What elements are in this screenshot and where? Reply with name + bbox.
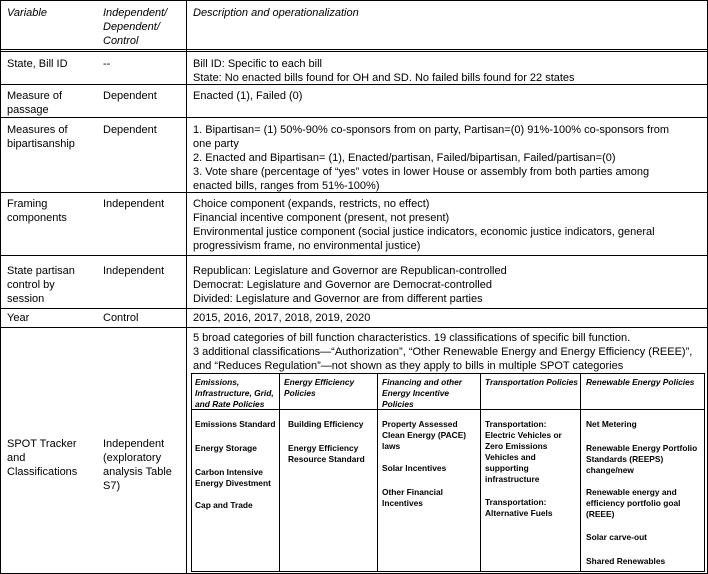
row-separator — [0, 308, 708, 309]
spot-item — [485, 497, 553, 519]
header-description: Description and operationalization — [193, 7, 359, 19]
item-line: Net Metering — [586, 419, 637, 429]
category-header-line: Energy Efficiency — [284, 377, 355, 387]
description-line: 3 additional classifications—“Authorization”, “Other Renewable Energy and Energy Efficiency (REEE)”, — [193, 346, 693, 358]
item-line: Property Assessed — [382, 419, 458, 429]
row-state-type — [103, 57, 110, 71]
category-header-line: Energy Incentive — [382, 388, 450, 398]
description-line: one party — [193, 138, 239, 150]
item-line: Incentives — [382, 498, 423, 508]
description-line: Environmental justice component (social justice indicators, economic justice indicators, general — [193, 226, 655, 238]
row-partisan-type — [103, 264, 164, 278]
item-line: Renewable energy and — [586, 487, 677, 497]
variable-line: and — [7, 452, 26, 464]
row-spot-type — [103, 437, 172, 493]
item-line: Carbon Intensive — [195, 467, 263, 477]
description-line: enacted bills, ranges from 51%-100%) — [193, 180, 380, 192]
header-variable: Variable — [7, 7, 47, 19]
type-line: Independent — [103, 198, 165, 210]
subtable-column-separator — [480, 373, 481, 572]
item-line: Alternative Fuels — [485, 508, 553, 518]
row-year-description — [193, 311, 370, 325]
spot-item — [195, 467, 271, 489]
item-line: Solar Incentives — [382, 463, 447, 473]
subtable-border-top — [191, 373, 705, 374]
spot-item — [288, 419, 363, 430]
row-passage-description — [193, 89, 302, 103]
row-framing-variable — [7, 197, 67, 225]
category-header-line: Infrastructure, Grid, — [195, 388, 274, 398]
spot-item — [195, 419, 276, 430]
description-line: and “Reduces Regulation”—not shown as they apply to bills in multiple SPOT categories — [193, 360, 624, 372]
description-line: 2. Enacted and Bipartisan= (1), Enacted/partisan, Failed/bipartisan, Failed/partisan=(0) — [193, 152, 616, 164]
spot-item — [586, 419, 637, 430]
item-line: supporting — [485, 463, 529, 473]
type-line: analysis Table — [103, 466, 172, 478]
variable-line: Classifications — [7, 466, 78, 478]
row-framing-description — [193, 197, 655, 253]
row-year-type — [103, 311, 138, 325]
item-line: Other Financial — [382, 487, 443, 497]
item-line: Emissions Standard — [195, 419, 276, 429]
type-line: (exploratory — [103, 452, 162, 464]
type-line: Dependent — [103, 90, 157, 102]
subtable-border-bottom — [191, 571, 705, 572]
type-line: Independent — [103, 438, 165, 450]
description-line: 1. Bipartisan= (1) 50%-90% co-sponsors from on party, Partisan=(0) 91%-100% co-sponsors from — [193, 124, 670, 136]
category-header-line: Policies — [382, 399, 414, 409]
spot-item — [586, 487, 680, 520]
subtable-border-right — [704, 373, 705, 572]
header-type-line: Dependent/ — [103, 21, 160, 33]
item-line: Transportation: — [485, 497, 547, 507]
item-line: efficiency portfolio goal — [586, 498, 681, 508]
description-line: Financial incentive component (present, not present) — [193, 212, 450, 224]
description-line: progressivism frame, no environmental justice) — [193, 240, 421, 252]
item-line: Zero Emissions — [485, 441, 548, 451]
row-partisan-description — [193, 264, 507, 306]
variable-line: passage — [7, 104, 49, 116]
row-year-variable — [7, 311, 29, 325]
description-line: Choice component (expands, restricts, no effect) — [193, 198, 430, 210]
variable-line: SPOT Tracker — [7, 438, 77, 450]
column-separator — [186, 0, 187, 574]
item-line: Cap and Trade — [195, 500, 253, 510]
description-line: 5 broad categories of bill function characteristics. 19 classifications of specific bill function. — [193, 332, 631, 344]
variable-line: State partisan — [7, 265, 75, 277]
variable-line: components — [7, 212, 67, 224]
item-line: Resource Standard — [288, 454, 365, 464]
table-border-left — [0, 0, 1, 574]
type-line: Independent — [103, 265, 165, 277]
item-line: Clean Energy (PACE) — [382, 430, 467, 440]
spot-category-header-emissions — [195, 377, 274, 410]
row-separator — [0, 49, 708, 50]
header-type — [103, 6, 167, 48]
spot-item — [195, 500, 253, 511]
item-line: Vehicles and — [485, 452, 536, 462]
description-line: 3. Vote share (percentage of “yes” votes in lower House or assembly from both parties among — [193, 166, 650, 178]
spot-category-header-energy-efficiency — [284, 377, 354, 399]
variable-line: Measures of — [7, 124, 68, 136]
item-line: Transportation: — [485, 419, 547, 429]
spot-category-header-financing — [382, 377, 462, 410]
subtable-column-separator — [377, 373, 378, 572]
subtable-column-separator — [580, 373, 581, 572]
item-line: Renewable Energy Portfolio — [586, 443, 698, 453]
row-bipartisanship-type — [103, 123, 157, 137]
row-state-description — [193, 57, 575, 85]
item-line: laws — [382, 441, 401, 451]
item-line: Standards (REEPS) — [586, 454, 664, 464]
item-line: Building Efficiency — [288, 419, 364, 429]
row-separator — [0, 255, 708, 256]
spot-category-header-renewable — [586, 377, 694, 388]
spot-item — [195, 443, 257, 454]
item-line: Energy Divestment — [195, 478, 271, 488]
type-line: Dependent — [103, 124, 157, 136]
row-spot-variable — [7, 437, 77, 479]
item-line: Shared Renewables — [586, 556, 666, 566]
item-line: Energy Storage — [195, 443, 257, 453]
category-header-line: and Rate Policies — [195, 399, 265, 409]
type-line: Control — [103, 312, 139, 324]
spot-category-header-transportation — [485, 377, 578, 388]
row-passage-type — [103, 89, 157, 103]
category-header-line: Emissions, — [195, 377, 240, 387]
table-border-top — [0, 0, 708, 1]
row-separator — [0, 327, 708, 328]
spot-item — [382, 487, 443, 509]
spot-item — [288, 443, 365, 465]
row-state-variable — [7, 57, 68, 71]
description-line: State: No enacted bills found for OH and SD. No failed bills found for 22 states — [193, 72, 575, 84]
item-line: change/new — [586, 465, 634, 475]
variable-line: Measure of — [7, 90, 63, 102]
header-type-line: Independent/ — [103, 7, 168, 19]
spot-item — [586, 443, 697, 476]
variable-line: Framing — [7, 198, 48, 210]
item-line: infrastructure — [485, 474, 540, 484]
type-line: S7) — [103, 480, 121, 492]
row-partisan-variable — [7, 264, 75, 306]
row-framing-type — [103, 197, 164, 211]
row-separator — [0, 117, 708, 118]
variable-line: Year — [7, 312, 30, 324]
spot-item — [586, 532, 647, 543]
description-line: Democrat: Legislature and Governor are Democrat-controlled — [193, 279, 492, 291]
type-line: -- — [103, 58, 111, 70]
category-header-line: Policies — [284, 388, 316, 398]
category-header-line: Transportation Policies — [485, 377, 578, 387]
subtable-column-separator — [279, 373, 280, 572]
variable-line: session — [7, 293, 45, 305]
category-header-line: Renewable Energy Policies — [586, 377, 695, 387]
row-bipartisanship-variable — [7, 123, 75, 151]
variable-line: State, Bill ID — [7, 58, 68, 70]
description-line: Divided: Legislature and Governor are from different parties — [193, 293, 483, 305]
item-line: (REEE) — [586, 509, 615, 519]
row-separator — [0, 51, 708, 52]
header-type-line: Control — [103, 35, 139, 47]
variable-line: bipartisanship — [7, 138, 75, 150]
item-line: Electric Vehicles or — [485, 430, 562, 440]
spot-item — [382, 419, 466, 452]
row-bipartisanship-description — [193, 123, 669, 193]
item-line: Solar carve-out — [586, 532, 647, 542]
item-line: Energy Efficiency — [288, 443, 359, 453]
category-header-line: Financing and other — [382, 377, 463, 387]
spot-item — [382, 463, 446, 474]
row-spot-intro — [193, 331, 692, 373]
variable-line: control by — [7, 279, 55, 291]
row-passage-variable — [7, 89, 62, 117]
description-line: Republican: Legislature and Governor are Republican-controlled — [193, 265, 507, 277]
description-line: 2015, 2016, 2017, 2018, 2019, 2020 — [193, 312, 371, 324]
description-line: Bill ID: Specific to each bill — [193, 58, 322, 70]
spot-item — [586, 556, 665, 567]
description-line: Enacted (1), Failed (0) — [193, 90, 303, 102]
spot-item — [485, 419, 562, 485]
subtable-border-left — [191, 373, 192, 572]
